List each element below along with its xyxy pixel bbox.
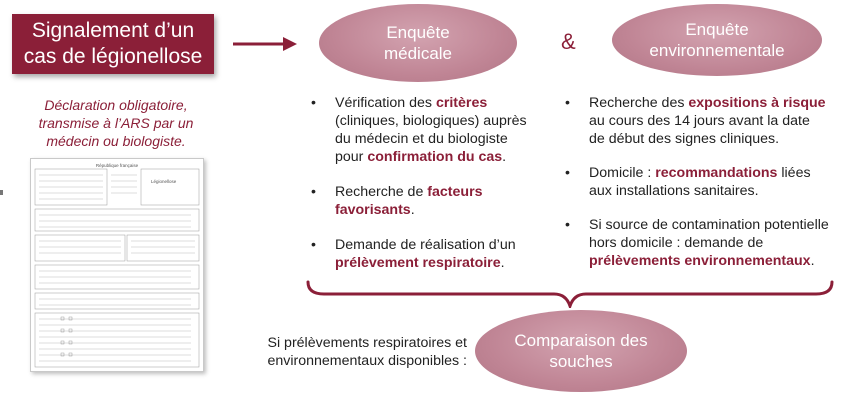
oval-comparaison-souches xyxy=(475,310,687,392)
declaration-form-thumbnail xyxy=(30,158,204,372)
medical-item-3: • Demande de réalisation d’un prélèvement respiratoire. xyxy=(335,236,535,272)
env-item-3: • Si source de contamination potentielle hors domicile : demande de prélèvements environnementaux. xyxy=(589,216,829,270)
oval-compare-line-1: Comparaison des xyxy=(514,331,648,350)
oval-medical-line-2: médicale xyxy=(383,44,453,63)
form-drawing xyxy=(31,159,203,371)
env-list xyxy=(589,94,829,286)
declaration-text xyxy=(26,96,206,150)
oval-compare-line-2: souches xyxy=(549,352,613,371)
title-line-1: Signalement d’un xyxy=(31,19,195,42)
arrow-icon xyxy=(233,36,299,52)
title-box xyxy=(12,14,214,74)
medical-list xyxy=(335,94,535,289)
oval-enquete-environnementale xyxy=(612,4,822,76)
oval-medical-line-1: Enquête xyxy=(386,23,450,42)
declaration-line-2: transmise à l’ARS par un xyxy=(38,115,194,131)
edge-marker xyxy=(0,190,3,195)
form-subtitle: Légionellose xyxy=(151,179,177,184)
form-header: République française xyxy=(95,163,139,168)
medical-item-1: • Vérification des critères (cliniques, biologiques) auprès du médecin et du biologiste pour confirmation du cas. xyxy=(335,94,535,166)
medical-item-2: • Recherche de facteurs favorisants. xyxy=(335,183,535,219)
oval-enquete-medicale xyxy=(319,4,517,82)
env-item-1: • Recherche des expositions à risque au cours des 14 jours avant la date de début des signes cliniques. xyxy=(589,94,829,148)
ampersand: & xyxy=(561,29,576,54)
declaration-line-1: Déclaration obligatoire, xyxy=(44,97,188,113)
brace-icon xyxy=(304,280,836,308)
oval-env-line-1: Enquête xyxy=(685,20,749,39)
env-item-2: • Domicile : recommandations liées aux installations sanitaires. xyxy=(589,164,829,200)
declaration-line-3: médecin ou biologiste. xyxy=(46,133,186,149)
title-line-2: cas de légionellose xyxy=(23,45,203,68)
oval-env-line-2: environnementale xyxy=(649,41,785,60)
comparison-text: Si prélèvements respiratoires et environnementaux disponibles : xyxy=(267,335,467,369)
